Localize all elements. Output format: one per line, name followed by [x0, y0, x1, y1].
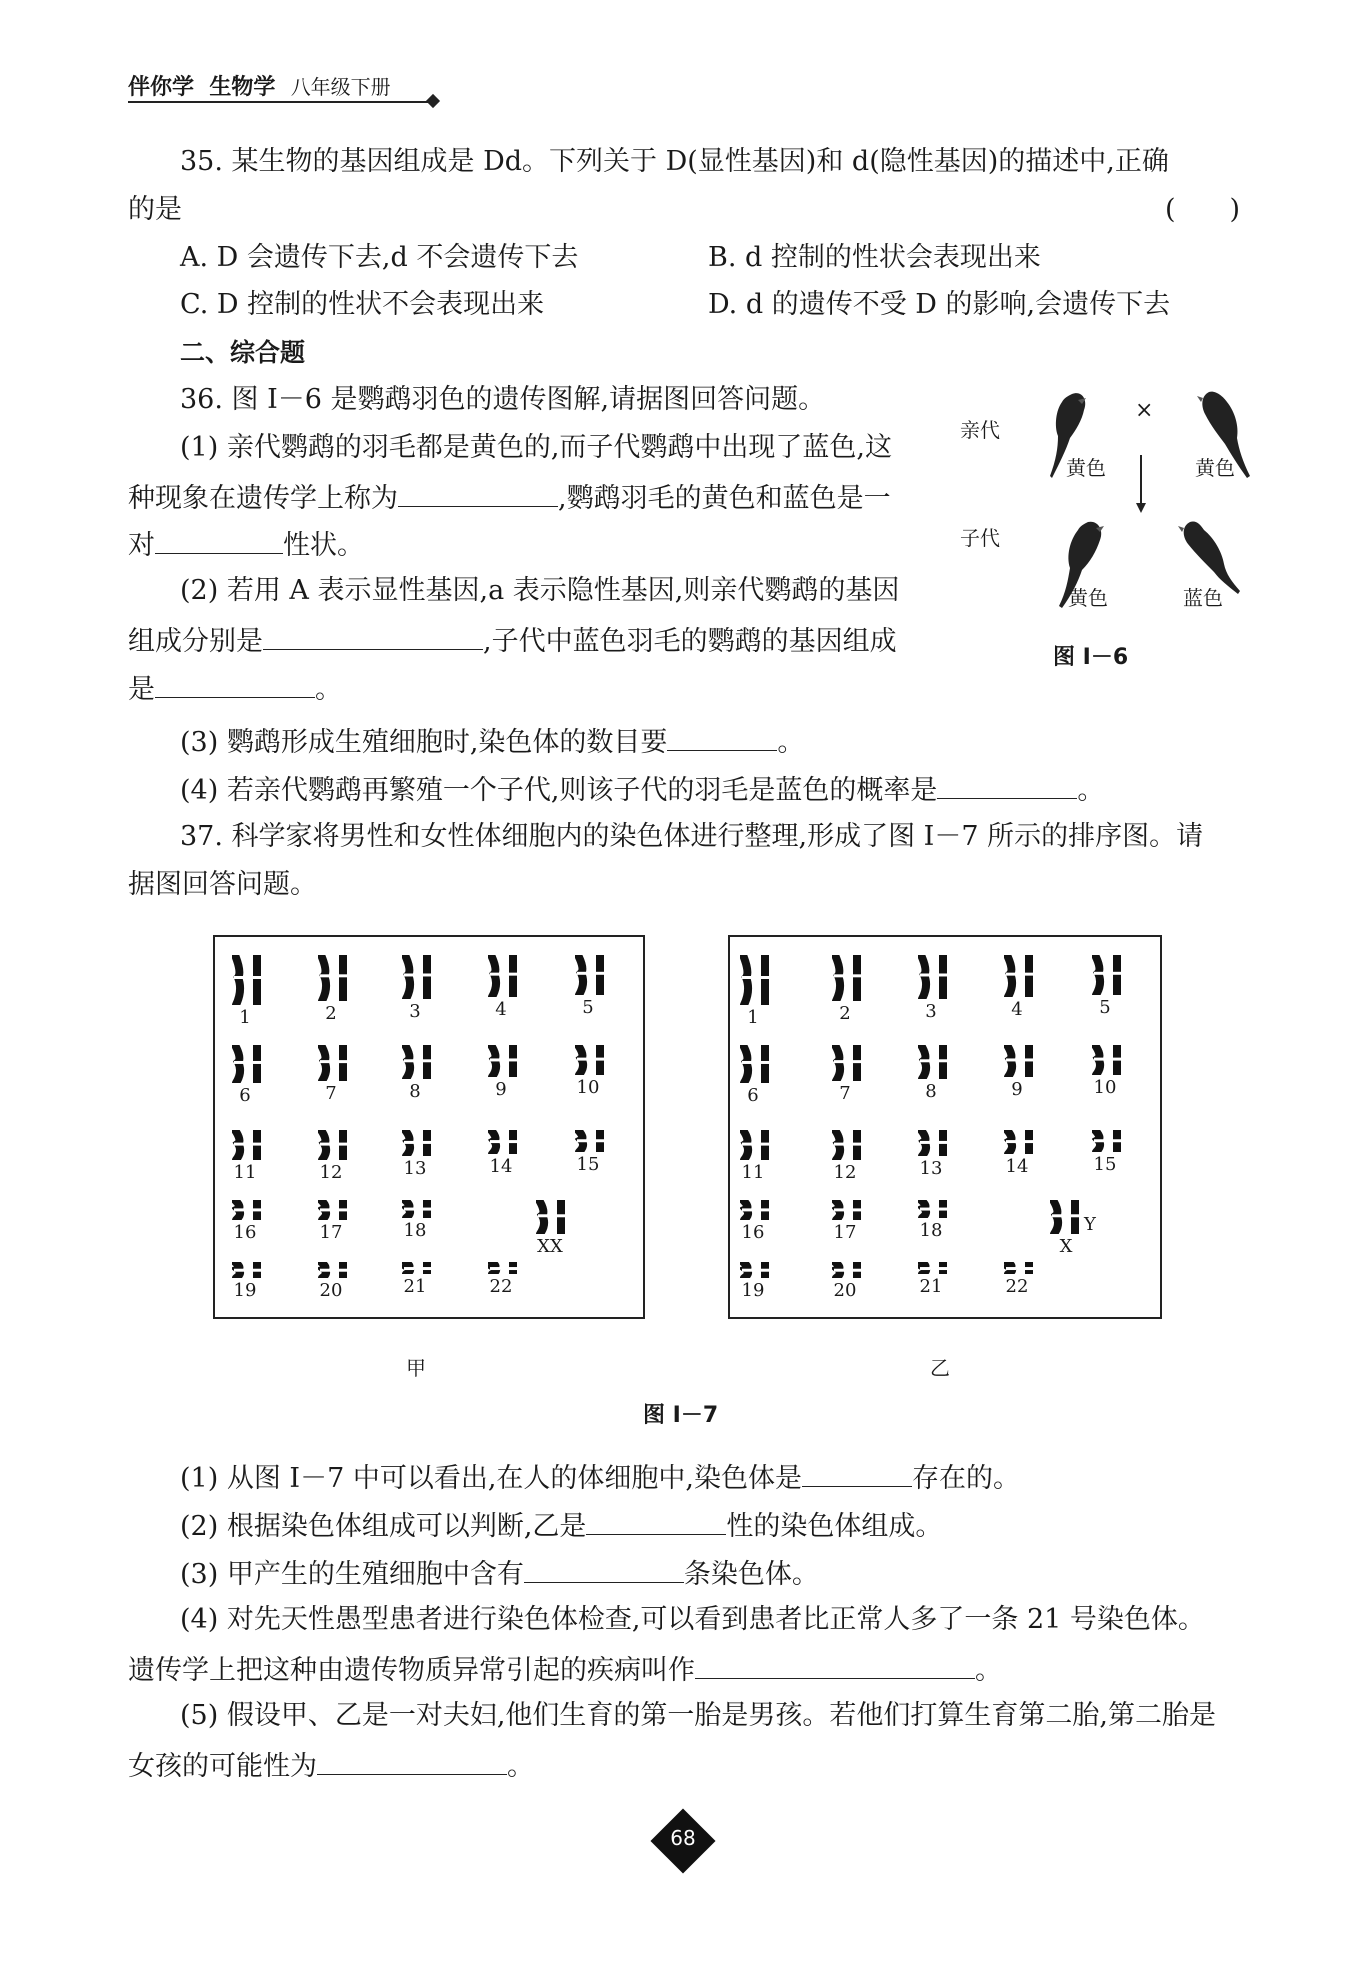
male-chromosome-number: 13 [919, 1158, 943, 1179]
page-header [128, 70, 391, 101]
q37-p1-a: (1) 从图 Ⅰ－7 中可以看出,在人的体细胞中,染色体是 [180, 1463, 803, 1494]
q36-p1-line1: (1) 亲代鹦鹉的羽毛都是黄色的,而子代鹦鹉中出现了蓝色,这 [180, 432, 892, 463]
q36-p1-line2-a: 种现象在遗传学上称为 [128, 483, 398, 514]
female-chromosome-pair-12 [318, 1130, 350, 1160]
female-chromosome-number: 2 [325, 1003, 337, 1024]
male-chromosome-number: 1 [747, 1007, 759, 1028]
child-2-color: 蓝色 [1183, 586, 1223, 610]
male-chromosome-pair-9 [1004, 1045, 1036, 1077]
male-chromosome-number: 3 [925, 1001, 937, 1022]
male-chromosome-pair-4 [1004, 955, 1036, 997]
female-chromosome-number: 13 [403, 1158, 427, 1179]
female-chromosome-pair-17 [318, 1200, 350, 1220]
child-1-color: 黄色 [1068, 586, 1108, 610]
female-sex-chromosome-label: XX [537, 1236, 563, 1257]
female-chromosome-pair-1 [232, 955, 264, 1005]
q37-p2 [180, 1504, 942, 1547]
male-chromosome-number: 6 [747, 1085, 759, 1106]
female-chromosome-pair-19 [232, 1262, 264, 1278]
female-sex-chromosomes [536, 1200, 568, 1234]
female-chromosome-number: 9 [495, 1079, 507, 1100]
q36-p1-line2-b: ,鹦鹉羽毛的黄色和蓝色是一 [558, 483, 891, 514]
parent-2-color: 黄色 [1195, 456, 1235, 480]
female-chromosome-pair-8 [402, 1045, 434, 1079]
male-chromosome-number: 19 [741, 1280, 765, 1301]
q37-p4-line2 [128, 1648, 1002, 1691]
q36-p3 [180, 720, 804, 763]
male-chromosome-pair-10 [1092, 1045, 1124, 1075]
female-chromosome-pair-4 [488, 955, 520, 997]
female-chromosome-number: 10 [576, 1077, 600, 1098]
female-chromosome-pair-13 [402, 1130, 434, 1156]
male-chromosome-pair-20 [832, 1262, 864, 1278]
female-chromosome-pair-2 [318, 955, 350, 1001]
q37-answer-blank-2[interactable] [586, 1504, 726, 1535]
male-chromosome-number: 12 [833, 1162, 857, 1183]
male-chromosome-pair-1 [740, 955, 772, 1005]
male-chromosome-number: 10 [1093, 1077, 1117, 1098]
female-chromosome-pair-15 [575, 1130, 607, 1152]
q36-p4-a: (4) 若亲代鹦鹉再繁殖一个子代,则该子代的羽毛是蓝色的概率是 [180, 775, 938, 806]
male-x-chromosome-label: X [1059, 1236, 1073, 1257]
male-chromosome-pair-17 [832, 1200, 864, 1220]
q37-answer-blank-3[interactable] [524, 1552, 684, 1583]
q37-p5-a: 女孩的可能性为 [128, 1751, 317, 1782]
male-chromosome-number: 20 [833, 1280, 857, 1301]
q37-p5-b: 。 [507, 1751, 534, 1782]
male-chromosome-pair-13 [918, 1130, 950, 1156]
male-chromosome-number: 4 [1011, 999, 1023, 1020]
parent-generation-label: 亲代 [960, 418, 1000, 442]
header-subject: 生物学 [209, 75, 276, 100]
figure-i6-caption: 图 Ⅰ－6 [1053, 645, 1129, 670]
q35-option-c: C. D 控制的性状不会表现出来 [180, 289, 545, 320]
female-chromosome-number: 19 [233, 1280, 257, 1301]
q37-p4-line1: (4) 对先天性愚型患者进行染色体检查,可以看到患者比正常人多了一条 21 号染色体。 [180, 1604, 1205, 1635]
q36-p3-b: 。 [777, 727, 805, 758]
q37-p5-line1: (5) 假设甲、乙是一对夫妇,他们生育的第一胎是男孩。若他们打算生育第二胎,第二胎是 [180, 1700, 1216, 1731]
male-chromosome-pair-2 [832, 955, 864, 1001]
male-chromosome-number: 16 [741, 1222, 765, 1243]
q37-p1 [180, 1456, 1020, 1499]
q36-answer-blank-4[interactable] [155, 667, 315, 698]
female-chromosome-number: 16 [233, 1222, 257, 1243]
q35-option-a: A. D 会遗传下去,d 不会遗传下去 [180, 242, 579, 273]
male-chromosome-number: 21 [919, 1276, 943, 1297]
q37-p1-b: 存在的。 [912, 1463, 1021, 1494]
q37-p2-b: 性的染色体组成。 [726, 1511, 943, 1542]
page-number: 68 [670, 1826, 696, 1850]
female-chromosome-number: 7 [325, 1083, 337, 1104]
female-chromosome-number: 15 [576, 1154, 600, 1175]
q36-answer-blank-1[interactable] [398, 476, 558, 507]
q36-p1-line3-a: 对 [128, 530, 155, 561]
female-chromosome-number: 22 [489, 1276, 513, 1297]
female-chromosome-number: 11 [233, 1162, 257, 1183]
q35-option-b: B. d 控制的性状会表现出来 [708, 242, 1041, 273]
parrot-child-2-icon [1178, 518, 1240, 596]
female-chromosome-number: 5 [582, 997, 594, 1018]
q36-p2-line3-a: 是 [128, 674, 155, 705]
female-chromosome-pair-22 [488, 1262, 520, 1274]
female-chromosome-number: 18 [403, 1220, 427, 1241]
female-chromosome-pair-18 [402, 1200, 434, 1218]
q36-p2-line2 [128, 619, 897, 662]
q36-p4 [180, 768, 1104, 811]
female-chromosome-pair-16 [232, 1200, 264, 1220]
female-chromosome-pair-3 [402, 955, 434, 999]
figure-i7-caption: 图 Ⅰ－7 [643, 1403, 719, 1428]
cross-symbol: × [1135, 398, 1154, 423]
female-chromosome-number: 14 [489, 1156, 513, 1177]
parent-1-color: 黄色 [1066, 456, 1106, 480]
male-chromosome-number: 8 [925, 1081, 937, 1102]
q37-answer-blank-4[interactable] [695, 1648, 975, 1679]
male-chromosome-pair-8 [918, 1045, 950, 1079]
q36-p2-line1: (2) 若用 A 表示显性基因,a 表示隐性基因,则亲代鹦鹉的基因 [180, 575, 900, 606]
q35-answer-paren: ( ) [1165, 194, 1241, 225]
q36-answer-blank-3[interactable] [263, 619, 483, 650]
q37-p3 [180, 1552, 819, 1595]
male-chromosome-number: 15 [1093, 1154, 1117, 1175]
male-chromosome-number: 22 [1005, 1276, 1029, 1297]
female-chromosome-pair-11 [232, 1130, 264, 1160]
female-chromosome-pair-6 [232, 1045, 264, 1083]
male-chromosome-pair-15 [1092, 1130, 1124, 1152]
q37-stem-line2: 据图回答问题。 [128, 869, 317, 900]
female-chromosome-pair-7 [318, 1045, 350, 1081]
q37-p3-a: (3) 甲产生的生殖细胞中含有 [180, 1559, 524, 1590]
female-chromosome-number: 8 [409, 1081, 421, 1102]
q36-p1-line3-b: 性状。 [283, 530, 364, 561]
male-chromosome-pair-11 [740, 1130, 772, 1160]
male-chromosome-number: 9 [1011, 1079, 1023, 1100]
female-chromosome-pair-21 [402, 1262, 434, 1274]
generation-arrow [1134, 455, 1148, 515]
male-chromosome-pair-5 [1092, 955, 1124, 995]
header-grade: 八年级下册 [290, 75, 391, 99]
female-chromosome-pair-10 [575, 1045, 607, 1075]
q37-p3-b: 条染色体。 [683, 1559, 819, 1590]
q36-p2-line3 [128, 667, 342, 710]
section-title: 二、综合题 [180, 338, 306, 367]
male-chromosome-number: 17 [833, 1222, 857, 1243]
male-chromosome-pair-12 [832, 1130, 864, 1160]
male-chromosome-pair-18 [918, 1200, 950, 1218]
q36-p1-line3 [128, 523, 364, 566]
header-rule [128, 101, 434, 103]
female-chromosome-pair-5 [575, 955, 607, 995]
male-chromosome-pair-7 [832, 1045, 864, 1081]
male-chromosome-pair-6 [740, 1045, 772, 1083]
female-chromosome-number: 21 [403, 1276, 427, 1297]
karyotype-male-label: 乙 [930, 1356, 950, 1380]
female-chromosome-number: 17 [319, 1222, 343, 1243]
q36-p2-line2-a: 组成分别是 [128, 626, 263, 657]
q36-answer-blank-6[interactable] [937, 768, 1077, 799]
male-chromosome-pair-22 [1004, 1262, 1036, 1274]
q37-p4-b: 。 [975, 1655, 1002, 1686]
male-chromosome-number: 5 [1099, 997, 1111, 1018]
male-chromosome-pair-16 [740, 1200, 772, 1220]
header-series: 伴你学 [128, 75, 195, 100]
q37-answer-blank-5[interactable] [317, 1744, 507, 1775]
male-chromosome-number: 2 [839, 1003, 851, 1024]
female-chromosome-number: 1 [239, 1007, 251, 1028]
female-chromosome-number: 6 [239, 1085, 251, 1106]
q36-p3-a: (3) 鹦鹉形成生殖细胞时,染色体的数目要 [180, 727, 668, 758]
q37-p2-a: (2) 根据染色体组成可以判断,乙是 [180, 1511, 587, 1542]
female-chromosome-pair-14 [488, 1130, 520, 1154]
male-y-chromosome-label: Y [1084, 1214, 1096, 1235]
q36-p4-b: 。 [1077, 775, 1105, 806]
female-chromosome-number: 3 [409, 1001, 421, 1022]
q36-p2-line3-b: 。 [315, 674, 342, 705]
q36-stem: 36. 图 Ⅰ－6 是鹦鹉羽色的遗传图解,请据图回答问题。 [180, 384, 826, 415]
male-chromosome-number: 18 [919, 1220, 943, 1241]
q37-p5-line2 [128, 1744, 534, 1787]
child-generation-label: 子代 [960, 526, 1000, 550]
female-chromosome-number: 4 [495, 999, 507, 1020]
male-chromosome-number: 7 [839, 1083, 851, 1104]
male-chromosome-pair-14 [1004, 1130, 1036, 1154]
female-chromosome-number: 12 [319, 1162, 343, 1183]
male-chromosome-number: 14 [1005, 1156, 1029, 1177]
q36-p1-line2 [128, 476, 891, 519]
female-chromosome-pair-20 [318, 1262, 350, 1278]
q36-answer-blank-5[interactable] [667, 720, 777, 751]
header-diamond [426, 94, 440, 108]
female-chromosome-pair-9 [488, 1045, 520, 1077]
q37-p4-a: 遗传学上把这种由遗传物质异常引起的疾病叫作 [128, 1655, 695, 1686]
q35-option-d: D. d 的遗传不受 D 的影响,会遗传下去 [708, 289, 1171, 320]
q37-answer-blank-1[interactable] [802, 1456, 912, 1487]
male-chromosome-number: 11 [741, 1162, 765, 1183]
q35-stem-line2: 的是 [128, 194, 182, 225]
male-chromosome-pair-3 [918, 955, 950, 999]
q37-stem-line1: 37. 科学家将男性和女性体细胞内的染色体进行整理,形成了图 Ⅰ－7 所示的排序图。请 [180, 821, 1204, 852]
male-chromosome-pair-19 [740, 1262, 772, 1278]
q36-answer-blank-2[interactable] [155, 523, 283, 554]
male-chromosome-pair-21 [918, 1262, 950, 1274]
karyotype-female-label: 甲 [406, 1356, 426, 1380]
q35-stem-line1: 35. 某生物的基因组成是 Dd。下列关于 D(显性基因)和 d(隐性基因)的描述中,正确 [180, 146, 1169, 177]
q36-p2-line2-b: ,子代中蓝色羽毛的鹦鹉的基因组成 [483, 626, 897, 657]
female-chromosome-number: 20 [319, 1280, 343, 1301]
